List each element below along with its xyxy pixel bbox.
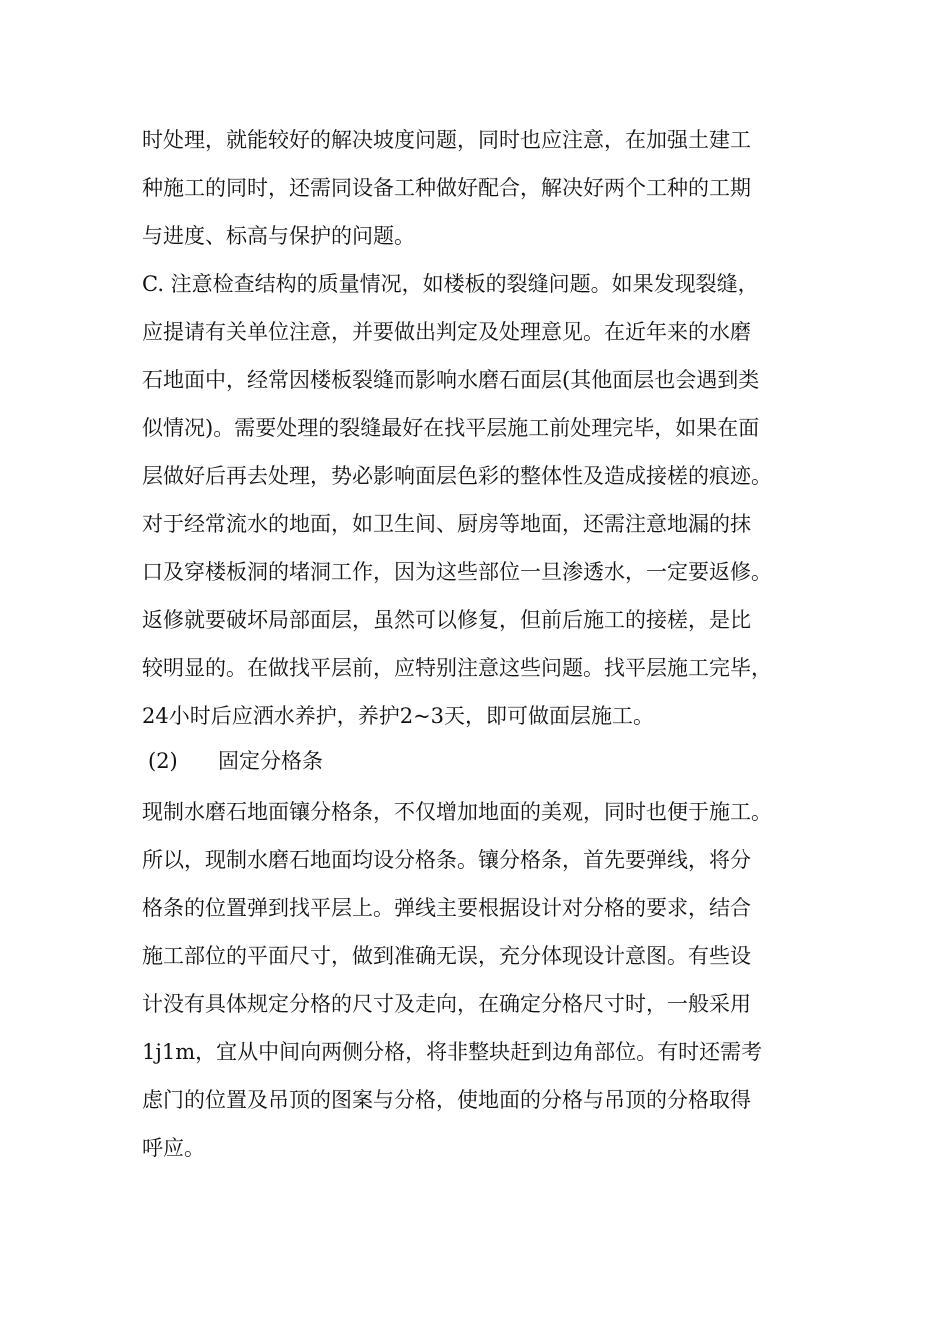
text-line: 种施工的同时，还需同设备工种做好配合，解决好两个工种的工期 <box>142 176 751 200</box>
text-line: 与进度、标高与保护的问题。 <box>142 224 415 248</box>
text-line: 石地面中，经常因楼板裂缝而影响水磨石面层(其他面层也会遇到类 <box>142 368 760 392</box>
text-line: 所以，现制水磨石地面均设分格条。镶分格条，首先要弹线，将分 <box>142 848 751 872</box>
text-line: 现制水磨石地面镶分格条，不仅增加地面的美观，同时也便于施工。 <box>142 800 772 824</box>
text-line: 返修就要破坏局部面层，虽然可以修复，但前后施工的接槎，是比 <box>142 608 751 632</box>
text-line: 施工部位的平面尺寸，做到准确无误，充分体现设计意图。有些设 <box>142 944 751 968</box>
text-line: 时处理，就能较好的解决坡度问题，同时也应注意，在加强土建工 <box>142 128 751 152</box>
section-title: 固定分格条 <box>218 749 323 773</box>
text-line: 呼应。 <box>142 1136 205 1160</box>
text-line: 虑门的位置及吊顶的图案与分格，使地面的分格与吊顶的分格取得 <box>142 1088 751 1112</box>
section-number: (2) <box>148 749 178 773</box>
text-line: 计没有具体规定分格的尺寸及走向，在确定分格尺寸时，一般采用 <box>142 992 751 1016</box>
text-line-item-c: C. 注意检查结构的质量情况，如楼板的裂缝问题。如果发现裂缝， <box>142 272 759 296</box>
text-line: 似情况)。需要处理的裂缝最好在找平层施工前处理完毕，如果在面 <box>142 416 760 440</box>
text-line: 层做好后再去处理，势必影响面层色彩的整体性及造成接槎的痕迹。 <box>142 464 772 488</box>
text-line: 应提请有关单位注意，并要做出判定及处理意见。在近年来的水磨 <box>142 320 751 344</box>
text-line: 对于经常流水的地面，如卫生间、厨房等地面，还需注意地漏的抹 <box>142 512 751 536</box>
text-line: 1j1m，宜从中间向两侧分格，将非整块赶到边角部位。有时还需考 <box>142 1040 763 1064</box>
text-line: 24小时后应洒水养护，养护2~3天，即可做面层施工。 <box>142 704 655 728</box>
text-line: 格条的位置弹到找平层上。弹线主要根据设计对分格的要求，结合 <box>142 896 751 920</box>
section-heading <box>148 746 323 776</box>
text-line: 较明显的。在做找平层前，应特别注意这些问题。找平层施工完毕， <box>142 656 772 680</box>
text-line: 口及穿楼板洞的堵洞工作，因为这些部位一旦渗透水，一定要返修。 <box>142 560 772 584</box>
